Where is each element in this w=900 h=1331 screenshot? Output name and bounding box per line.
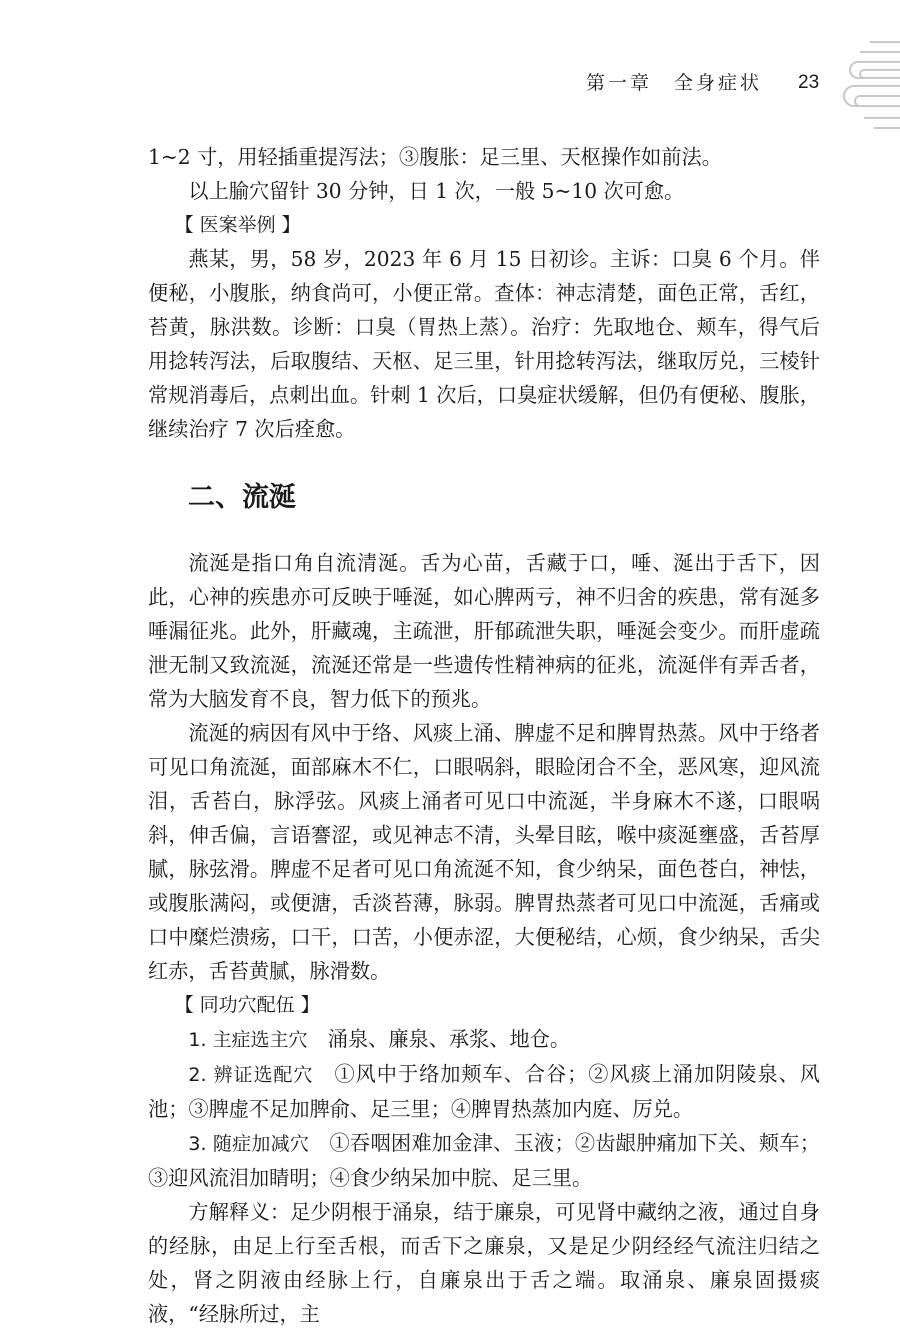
acupoint-combination-label: 【 同功穴配伍 】 <box>174 994 320 1016</box>
acupoint-item-text: ①风中于络加颊车、合谷；②风痰上涌加阴陵泉、风池；③脾虚不足加脾俞、足三里；④脾胃热蒸加内庭、厉兑。 <box>148 1062 820 1121</box>
acupoint-item-main <box>148 1022 820 1057</box>
section-heading: 二、流涎 <box>188 482 296 513</box>
case-example-label: 【 医案举例 】 <box>174 214 301 236</box>
chapter-title: 第一章 全身症状 <box>586 72 763 94</box>
cloud-ornament-icon <box>830 38 900 134</box>
acupoint-item-label: 3. 随症加减穴 <box>188 1133 310 1155</box>
paragraph-continuation: 1~2 寸，用轻插重提泻法；③腹胀：足三里、天枢操作如前法。 <box>148 145 722 169</box>
acupoint-item-label: 1. 主症选主穴 <box>188 1029 308 1051</box>
page-body <box>148 140 820 1331</box>
paragraph-needle-retention: 以上腧穴留针 30 分钟，日 1 次，一般 5~10 次可愈。 <box>188 179 685 203</box>
explanation-paragraph: 方解释义：足少阴根于涌泉，结于廉泉，可见肾中藏纳之液，通过自身的经脉，由足上行至舌根，而舌下之廉泉，又是足少阴经经气流注归结之处，肾之阴液由经脉上行，自廉泉出于舌之端。取涌泉、廉泉固摄痰液，“经脉所过，主 <box>148 1200 820 1326</box>
page-header <box>0 70 900 100</box>
acupoint-item-label: 2. 辨证选配穴 <box>188 1064 314 1086</box>
page-number: 23 <box>798 72 820 93</box>
acupoint-item-differentiation <box>148 1057 820 1126</box>
acupoint-item-symptom <box>148 1126 820 1195</box>
section-paragraph-definition: 流涎是指口角自流清涎。舌为心苗，舌藏于口，唾、涎出于舌下，因此，心神的疾患亦可反映于唾涎，如心脾两亏，神不归舍的疾患，常有涎多唾漏征兆。此外，肝藏魂，主疏泄，肝郁疏泄失职，唾涎会变少。而肝虚疏泄无制又致流涎，流涎还常是一些遗传性精神病的征兆，流涎伴有弄舌者，常为大脑发育不良，智力低下的预兆。 <box>148 551 820 711</box>
case-example-paragraph: 燕某，男，58 岁，2023 年 6 月 15 日初诊。主诉：口臭 6 个月。伴便秘，小腹胀，纳食尚可，小便正常。查体：神志清楚，面色正常，舌红，苔黄，脉洪数。诊断：口臭（胃热上蒸）。治疗：先取地仓、颊车，得气后用捻转泻法，后取腹结、天枢、足三里，针用捻转泻法，继取厉兑，三棱针常规消毒后，点刺出血。针刺 1 次后，口臭症状缓解，但仍有便秘、腹胀，继续治疗 7 次后痊愈。 <box>148 247 820 441</box>
acupoint-item-text: 涌泉、廉泉、承浆、地仓。 <box>307 1027 571 1051</box>
section-paragraph-causes: 流涎的病因有风中于络、风痰上涌、脾虚不足和脾胃热蒸。风中于络者可见口角流涎，面部麻木不仁，口眼㖞斜，眼睑闭合不全，恶风寒，迎风流泪，舌苔白，脉浮弦。风痰上涌者可见口中流涎，半身麻木不遂，口眼㖞斜，伸舌偏，言语謇涩，或见神志不清，头晕目眩，喉中痰涎壅盛，舌苔厚腻，脉弦滑。脾虚不足者可见口角流涎不知，食少纳呆，面色苍白，神怯，或腹胀满闷，或便溏，舌淡苔薄，脉弱。脾胃热蒸者可见口中流涎，舌痛或口中糜烂溃疡，口干，口苦，小便赤涩，大便秘结，心烦，食少纳呆，舌尖红赤，舌苔黄腻，脉滑数。 <box>148 721 820 983</box>
acupoint-item-text: ①吞咽困难加金津、玉液；②齿龈肿痛加下关、颊车；③迎风流泪加睛明；④食少纳呆加中脘、足三里。 <box>148 1131 820 1190</box>
